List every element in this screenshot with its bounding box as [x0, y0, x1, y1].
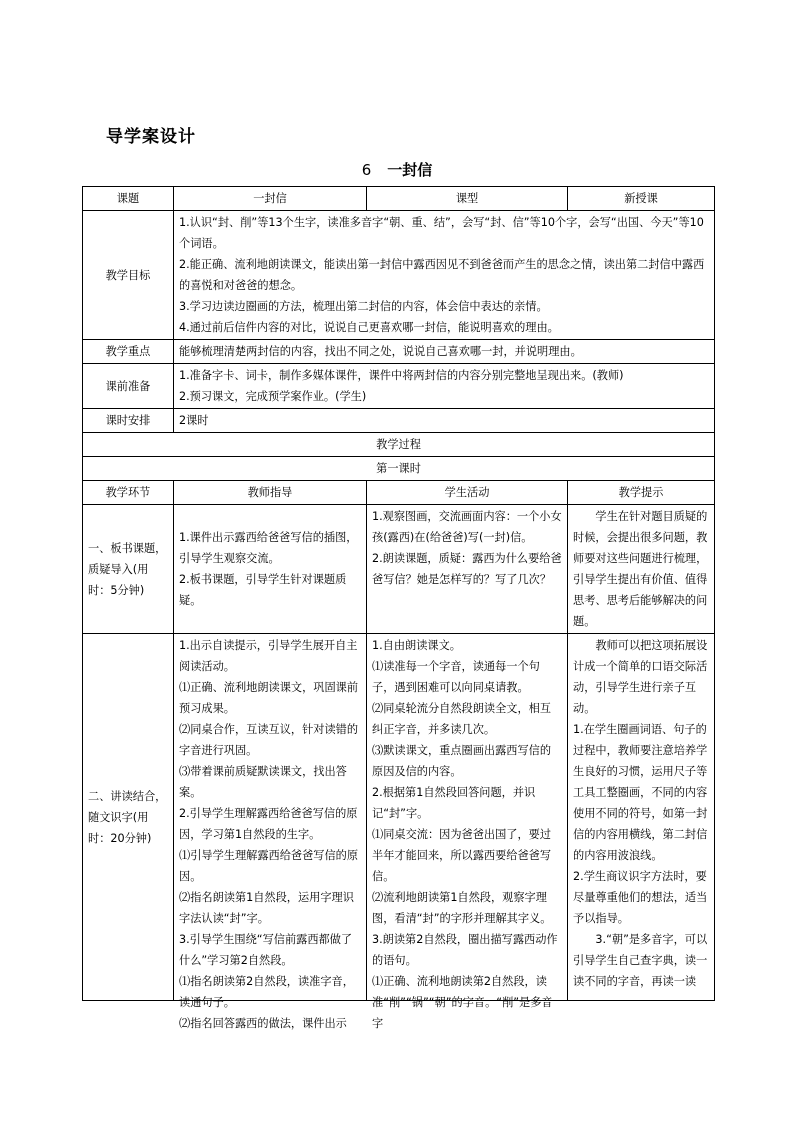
column-header: 教学环节: [83, 481, 174, 505]
student-item: ⑵同桌轮流分自然段朗读全文，相互纠正字音，并多读几次。: [372, 702, 552, 736]
objective-item: 2.能正确、流利地朗读课文，能读出第一封信中露西因见不到爸爸而产生的思念之情，读出第二封信中露西的喜悦和对爸爸的想念。: [179, 258, 705, 292]
document-title: 导学案设计: [106, 127, 196, 147]
teacher-item: 2.板书课题，引导学生针对课题质疑。: [179, 573, 347, 607]
teacher-item: ⑶带着课前质疑默读课文，找出答案。: [179, 765, 347, 799]
student-item: 1.观察图画，交流画面内容：一个小女孩(露西)在(给爸爸)写(一封)信。: [372, 510, 562, 544]
tips-cell: [568, 505, 715, 634]
preparation-item: 1.准备字卡、词卡，制作多媒体课件，课件中将两封信的内容分别完整地呈现出来。(教师): [179, 369, 624, 382]
student-cell: [367, 505, 568, 634]
preparation-label: 课前准备: [83, 364, 174, 409]
column-header-row: [83, 481, 715, 505]
process-label: 教学过程: [83, 433, 715, 457]
column-header: 学生活动: [367, 481, 568, 505]
student-item: ⑶默读课文，重点圈画出露西写信的原因及信的内容。: [372, 744, 552, 778]
tip-item: 学生在针对题目质疑的时候，会提出很多问题，教师要对这些问题进行梳理，引导学生提出有价值、值得思考、思考后能够解决的问题。: [573, 510, 708, 628]
student-item: ⑴正确、流利地朗读第2自然段，读准“削”“锅”“朝”的字音。“削”是多音字: [372, 975, 553, 1030]
tip-item: 1.在学生圈画词语、句子的过程中，教师要注意培养学生良好的习惯，运用尺子等工具工整圈画，不同的内容使用不同的符号，如第一封信的内容用横线，第二封信的内容用波浪线。: [573, 723, 708, 862]
student-item: 1.自由朗读课文。: [372, 639, 461, 652]
teacher-cell: [174, 505, 367, 634]
preparation-row: [83, 364, 715, 409]
period-label: 第一课时: [83, 457, 715, 481]
objective-item: 1.认识“封、削”等13个生字，读准多音字“朝、重、结”，会写“封、信”等10个字，会写“出国、今天”等10个词语。: [179, 216, 704, 250]
teacher-item: ⑵指名朗读第1自然段，运用字理识字法认读“封”字。: [179, 891, 354, 925]
key-points-text: 能够梳理清楚两封信的内容，找出不同之处，说说自己喜欢哪一封，并说明理由。: [174, 340, 715, 364]
type-value: 新授课: [568, 187, 715, 211]
tip-item: 2.学生商议识字方法时，要尽量尊重他们的想法，适当予以指导。: [573, 870, 708, 925]
type-label: 课型: [367, 187, 568, 211]
tips-cell: [568, 634, 715, 1001]
stage-cell: 一、板书课题，质疑导入(用时：5分钟): [83, 505, 174, 634]
topic-label: 课题: [83, 187, 174, 211]
teacher-item: 1.出示自读提示，引导学生展开自主阅读活动。: [179, 639, 358, 673]
teacher-item: ⑵指名回答露西的做法，课件出示: [179, 1017, 347, 1030]
schedule-row: [83, 409, 715, 433]
objective-item: 3.学习边读边圈画的方法，梳理出第二封信的内容，体会信中表达的亲情。: [179, 300, 548, 313]
schedule-label: 课时安排: [83, 409, 174, 433]
teacher-item: 2.引导学生理解露西给爸爸写信的原因，学习第1自然段的生字。: [179, 807, 358, 841]
teacher-item: ⑵同桌合作，互读互议，针对读错的字音进行巩固。: [179, 723, 359, 757]
objectives-row: [83, 211, 715, 340]
process-row: [83, 433, 715, 457]
stage-cell: 二、讲读结合，随文识字(用时：20分钟): [83, 634, 174, 1001]
student-cell: [367, 634, 568, 1030]
student-item: ⑴同桌交流：因为爸爸出国了，要过半年才能回来，所以露西要给爸爸写信。: [372, 828, 552, 883]
topic-value: 一封信: [174, 187, 367, 211]
table-row: [83, 634, 715, 1001]
key-points-label: 教学重点: [83, 340, 174, 364]
key-points-row: [83, 340, 715, 364]
lesson-plan-table: [82, 186, 715, 1030]
preparation-item: 2.预习课文，完成预学案作业。(学生): [179, 390, 367, 403]
objective-item: 4.通过前后信件内容的对比，说说自己更喜欢哪一封信，能说明喜欢的理由。: [179, 321, 559, 334]
column-header: 教学提示: [568, 481, 715, 505]
lesson-title: [0, 159, 794, 180]
lesson-name: 一封信: [387, 161, 433, 179]
teacher-item: ⑴指名朗读第2自然段，读准字音，读通句子。: [179, 975, 354, 1009]
student-item: ⑵流利地朗读第1自然段，观察字理图，看清“封”的字形并理解其字义。: [372, 891, 552, 925]
period-row: [83, 457, 715, 481]
student-item: 2.朗读课题，质疑：露西为什么要给爸爸写信？她是怎样写的？写了几次？: [372, 552, 562, 586]
student-item: 2.根据第1自然段回答问题，并识记“封”字。: [372, 786, 536, 820]
header-row: [83, 187, 715, 211]
tip-item: 教师可以把这项拓展设计成一个简单的口语交际活动，引导学生进行亲子互动。: [573, 639, 708, 715]
tip-item: 3.“朝”是多音字，可以引导学生自己查字典，读一读不同的字音，再读一读: [573, 933, 708, 988]
teacher-item: 1.课件出示露西给爸爸写信的插图，引导学生观察交流。: [179, 531, 358, 565]
preparation-content: [174, 364, 715, 409]
teacher-cell: [174, 634, 367, 1030]
student-item: ⑴读准每一个字音，读通每一个句子，遇到困难可以向同桌请教。: [372, 660, 540, 694]
objectives-content: [174, 211, 715, 340]
student-item: 3.朗读第2自然段，圈出描写露西动作的语句。: [372, 933, 558, 967]
teacher-item: ⑴正确、流利地朗读课文，巩固课前预习成果。: [179, 681, 359, 715]
teacher-item: ⑴引导学生理解露西给爸爸写信的原因。: [179, 849, 359, 883]
table-row: [83, 505, 715, 634]
lesson-number: 6: [361, 161, 372, 179]
column-header: 教师指导: [174, 481, 367, 505]
schedule-text: 2课时: [174, 409, 715, 433]
teacher-item: 3.引导学生围绕“写信前露西都做了什么”学习第2自然段。: [179, 933, 353, 967]
objectives-label: 教学目标: [83, 211, 174, 340]
